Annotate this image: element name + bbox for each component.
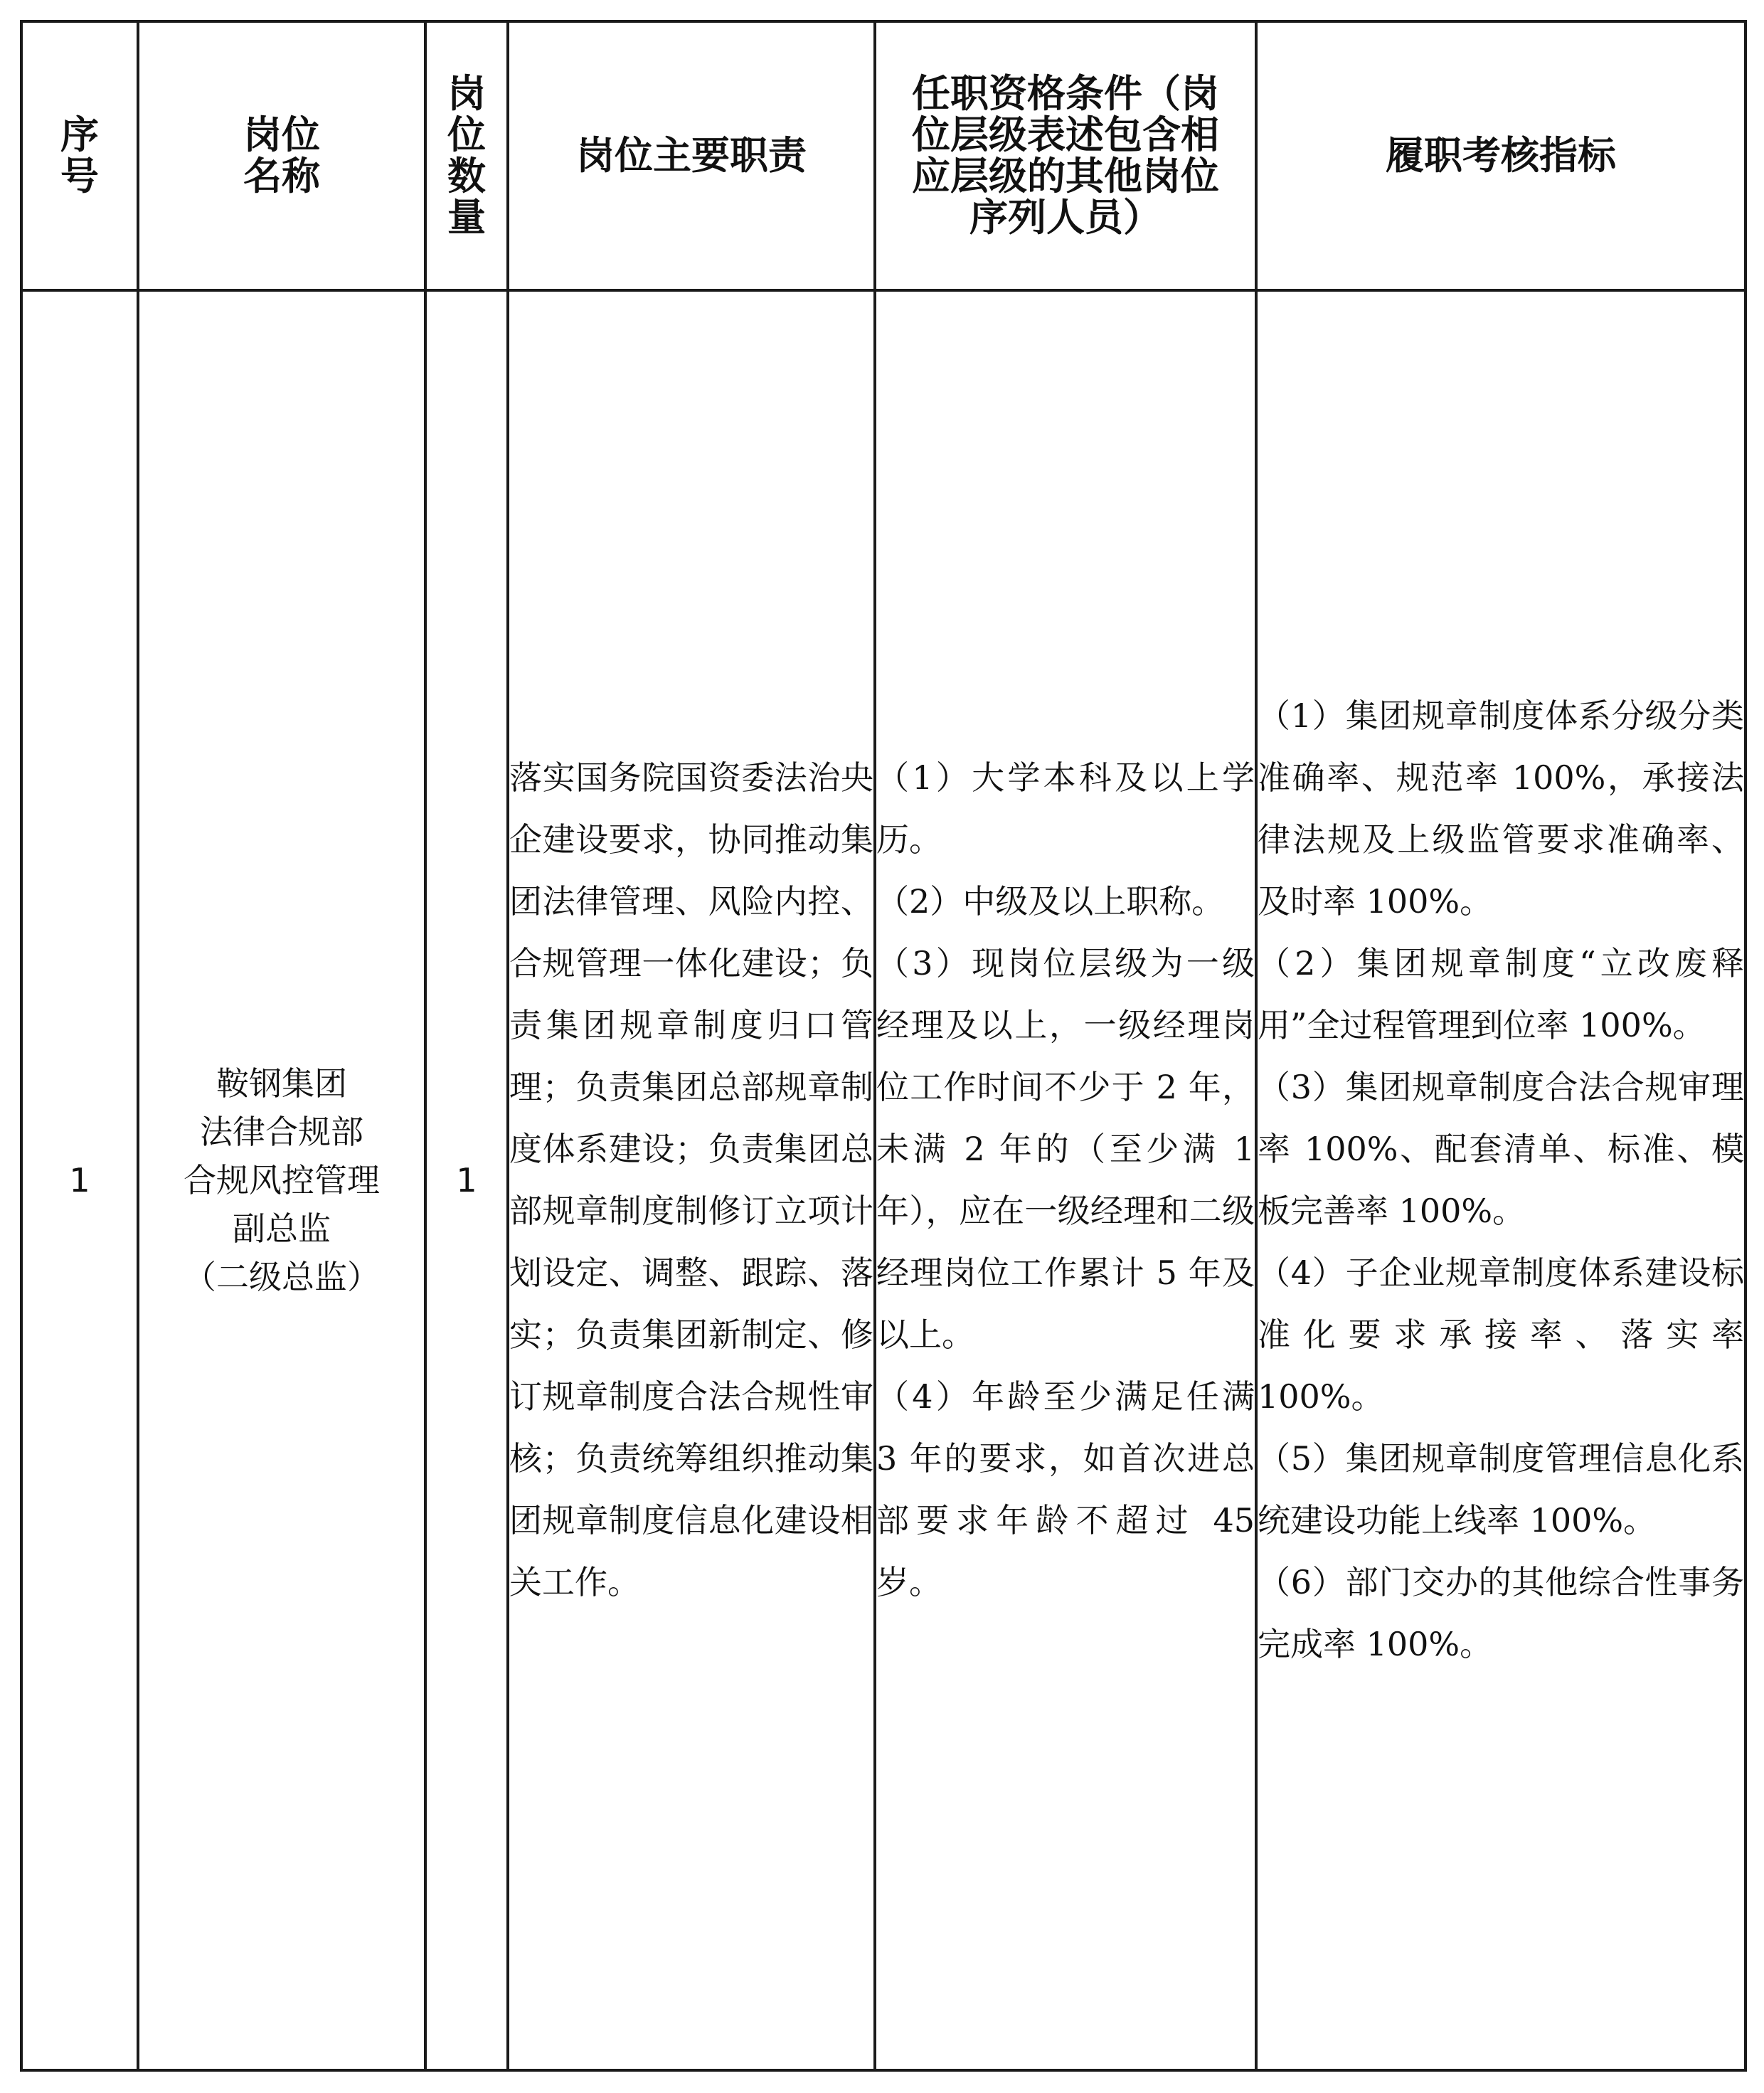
table-header-row	[21, 21, 1746, 290]
cell-duties	[508, 290, 875, 2070]
document-page	[20, 20, 1744, 2072]
qualification-item: （2）中级及以上职称。	[876, 882, 1225, 921]
cell-post-name	[138, 290, 425, 2070]
assessment-item: （3）集团规章制度合法合规审理率 100%、配套清单、标准、模板完善率 100%。	[1258, 1068, 1744, 1230]
header-assessment: 履职考核指标	[1256, 21, 1746, 290]
post-requirements-table	[20, 20, 1747, 2072]
cell-post-count: 1	[425, 290, 508, 2070]
assessment-item: （2）集团规章制度“立改废释用”全过程管理到位率 100%。	[1258, 944, 1744, 1044]
post-name-line: 鞍钢集团	[216, 1064, 347, 1103]
table-row	[21, 290, 1746, 2070]
cell-seq: 1	[21, 290, 138, 2070]
cell-assessment	[1256, 290, 1746, 2070]
post-name-line: 法律合规部	[200, 1113, 363, 1151]
duties-text: 落实国务院国资委法治央企建设要求，协同推动集团法律管理、风险内控、合规管理一体化建设；负责集团规章制度归口管理；负责集团总部规章制度体系建设；负责集团总部规章制度制修订立项计划设定、调整、跟踪、落实；负责集团新制定、修订规章制度合法合规性审核；负责统筹组织推动集团规章制度信息化建设相关工作。	[509, 758, 873, 1601]
header-post-count: 岗位数量	[425, 21, 508, 290]
header-qualifications: 任职资格条件（岗位层级表述包含相应层级的其他岗位序列人员）	[875, 21, 1256, 290]
assessment-item: （5）集团规章制度管理信息化系统建设功能上线率 100%。	[1258, 1439, 1744, 1540]
qualification-item: （3）现岗位层级为一级经理及以上，一级经理岗位工作时间不少于 2 年，未满 2 年的（至少满 1 年），应在一级经理和二级经理岗位工作累计 5 年及以上。	[876, 944, 1255, 1354]
header-duties: 岗位主要职责	[508, 21, 875, 290]
post-name-line: （二级总监）	[184, 1258, 380, 1296]
post-name-line: 合规风控管理	[184, 1161, 380, 1199]
header-post-name: 岗位名称	[138, 21, 425, 290]
assessment-item: （6）部门交办的其他综合性事务完成率 100%。	[1258, 1563, 1744, 1663]
cell-qualifications	[875, 290, 1256, 2070]
qualification-item: （4）年龄至少满足任满 3 年的要求，如首次进总部要求年龄不超过 45 岁。	[876, 1377, 1255, 1601]
qualification-item: （1）大学本科及以上学历。	[876, 758, 1255, 859]
post-name-line: 副总监	[233, 1209, 331, 1248]
assessment-item: （4）子企业规章制度体系建设标准化要求承接率、落实率 100%。	[1258, 1254, 1744, 1416]
assessment-item: （1）集团规章制度体系分级分类准确率、规范率 100%，承接法律法规及上级监管要求准确率、及时率 100%。	[1258, 696, 1744, 921]
header-seq: 序号	[21, 21, 138, 290]
